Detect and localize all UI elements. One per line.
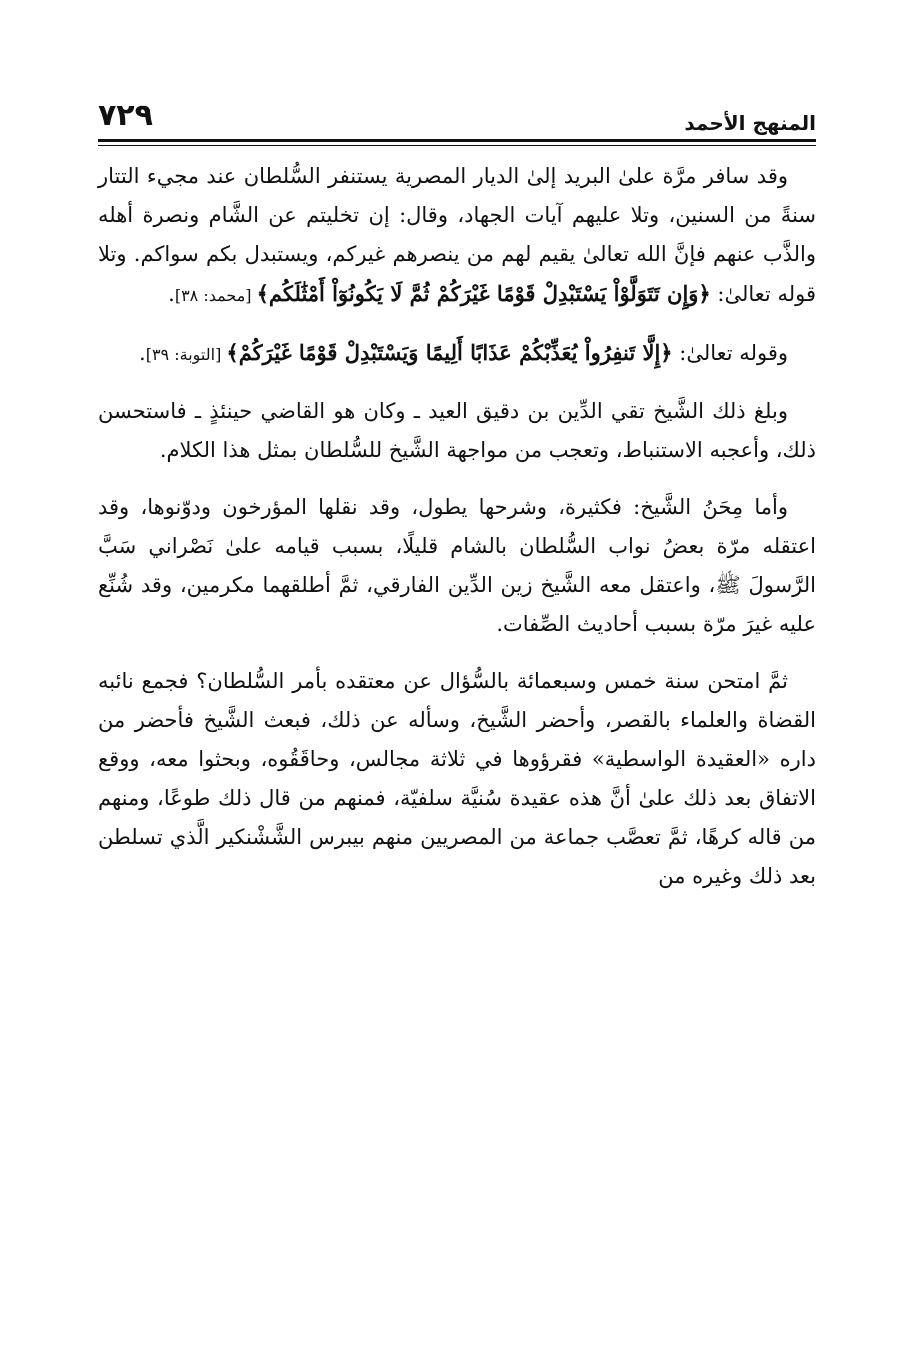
paragraph-2-text: وقوله تعالىٰ: xyxy=(672,341,788,365)
paragraph-4: وأما مِحَنُ الشَّيخ: فكثيرة، وشرحها يطول، وقد نقلها المؤرخون ودوّنوها، وقد اعتقله مرّة بعضُ نواب السُّلطان بالشام قليلًا، بسبب قيامه علىٰ نَصْراني سَبَّ الرَّسولَ ﷺ، واعتقل معه الشَّيخ زين الدِّين الفارقي، ثمَّ أطلقهما مكرمين، وقد شُنِّع عليه غيرَ مرّة بسبب أحاديث الصِّفات. xyxy=(98,495,816,636)
verse-reference-2: [التوبة: ٣٩] xyxy=(145,345,227,364)
header-rule-thick xyxy=(98,139,816,142)
body-text xyxy=(98,157,816,914)
page-header xyxy=(98,95,816,137)
running-title: المنهج الأحمد xyxy=(684,111,816,135)
quran-verse-1: ﴿وَإِن تَتَوَلَّوْاْ يَسْتَبْدِلْ قَوْمًا غَيْرَكُمْ ثُمَّ لَا يَكُونُوٓاْ أَمْثَٰلَكُم﴾ xyxy=(256,281,711,306)
paragraph-1 xyxy=(98,157,816,315)
quran-verse-2: ﴿إِلَّا تَنفِرُواْ يُعَذِّبْكُمْ عَذَابًا أَلِيمًا وَيَسْتَبْدِلْ قَوْمًا غَيْرَكُمْ﴾ xyxy=(226,340,673,365)
paragraph-5: ثمَّ امتحن سنة خمس وسبعمائة بالسُّؤال عن معتقده بأمر السُّلطان؟ فجمع نائبه القضاة والعلماء بالقصر، وأحضر الشَّيخ، وسأله عن ذلك، فبعث الشَّيخ فأحضر من داره «العقيدة الواسطية» فقرؤوها في ثلاثة مجالس، وحاقَقُوه، وبحثوا معه، ووقع الاتفاق بعد ذلك علىٰ أنَّ هذه عقيدة سُنيَّة سلفيّة، فمنهم من قال ذلك طوعًا، ومنهم من قاله كرهًا، ثمَّ تعصَّب جماعة من المصريين منهم بيبرس الشَّشْنكير الَّذي تسلطن بعد ذلك وغيره من xyxy=(98,669,816,888)
book-page xyxy=(98,95,816,1345)
paragraph-3: وبلغ ذلك الشَّيخ تقي الدِّين بن دقيق العيد ـ وكان هو القاضي حينئذٍ ـ فاستحسن ذلك، وأعجبه الاستنباط، وتعجب من مواجهة الشَّيخ للسُّلطان بمثل هذا الكلام. xyxy=(98,399,816,462)
paragraph-2 xyxy=(98,333,816,374)
paragraph-1-text: وقد سافر مرَّة علىٰ البريد إلىٰ الديار المصرية يستنفر السُّلطان عند مجيء التتار سنةً من السنين، وتلا عليهم آيات الجهاد، وقال: إن تخليتم عن الشَّام ونصرة أهله والذَّب عنهم فإنَّ الله تعالىٰ يقيم لهم من ينصرهم غيركم، ويستبدل بكم سواكم. وتلا قوله تعالىٰ: xyxy=(98,164,816,306)
paragraph-1-end: . xyxy=(168,282,175,306)
verse-reference-1: [محمد: ٣٨] xyxy=(174,286,257,305)
header-rule-thin xyxy=(98,145,816,146)
page-number: ٧٢٩ xyxy=(98,98,153,133)
paragraph-2-end: . xyxy=(139,341,146,365)
